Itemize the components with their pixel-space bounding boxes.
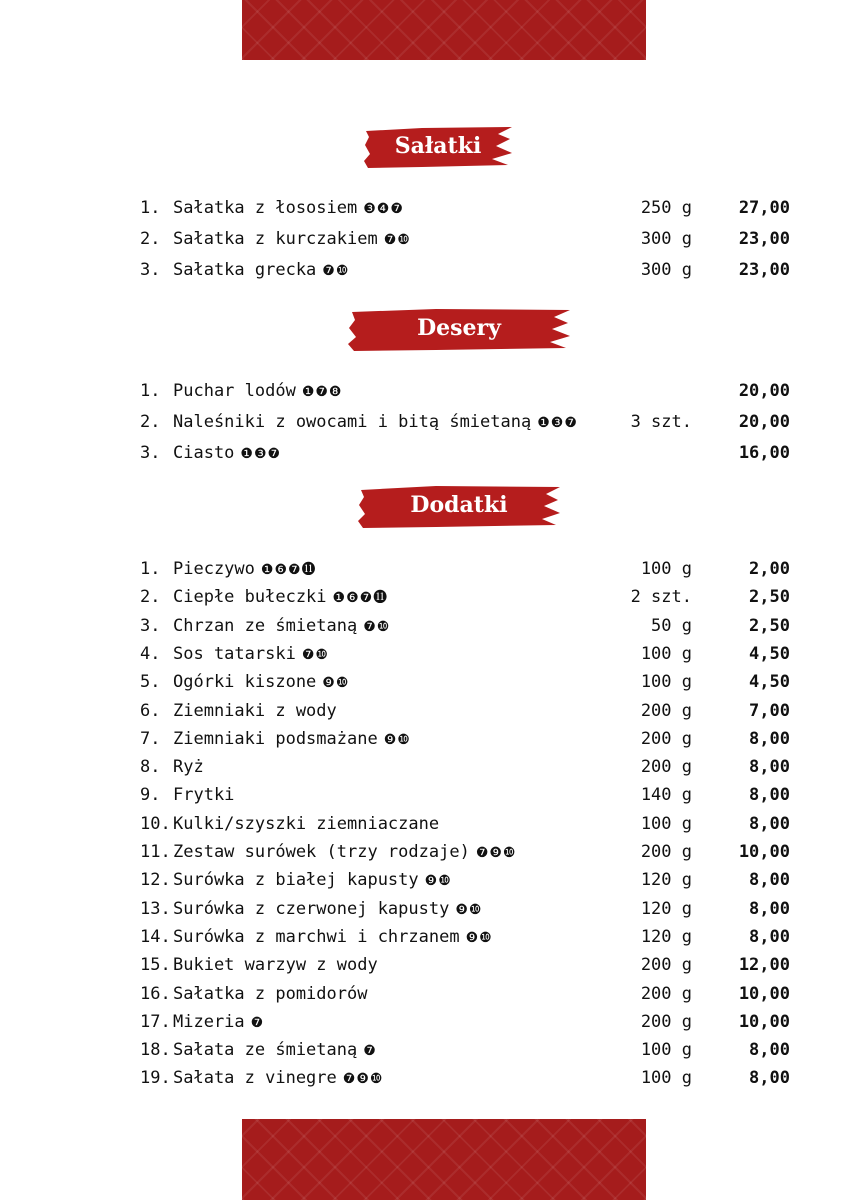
item-price: 23,00 <box>738 260 790 280</box>
item-price: 10,00 <box>738 983 790 1004</box>
item-price: 27,00 <box>738 198 790 218</box>
item-price: 23,00 <box>738 229 790 249</box>
allergen-codes: ❶❼❽ <box>301 384 343 400</box>
menu-row <box>140 697 790 725</box>
item-name <box>173 781 240 810</box>
menu-row <box>140 377 790 405</box>
item-number: 2. <box>140 229 161 249</box>
section-header-dodatki <box>356 484 562 530</box>
item-price: 8,00 <box>749 757 790 778</box>
menu-row <box>140 612 790 640</box>
item-number: 16. <box>140 983 171 1004</box>
item-price: 8,00 <box>749 870 790 891</box>
section-title: Dodatki <box>410 492 508 518</box>
item-name-text: Sos tatarski <box>173 643 296 664</box>
item-number: 17. <box>140 1011 171 1032</box>
menu-row <box>140 555 790 583</box>
item-name <box>173 838 516 867</box>
item-number: 7. <box>140 728 161 749</box>
item-name-text: Bukiet warzyw z wody <box>173 955 378 976</box>
item-name-text: Ziemniaki z wody <box>173 700 337 721</box>
item-number: 5. <box>140 672 161 693</box>
allergen-codes: ❼ <box>363 1043 377 1060</box>
item-name-text: Sałata ze śmietaną <box>173 1040 358 1061</box>
menu-row <box>140 866 790 894</box>
item-quantity: 120 g <box>640 870 692 891</box>
item-name <box>173 810 445 839</box>
item-name-text: Mizeria <box>173 1011 245 1032</box>
item-price: 10,00 <box>738 842 790 862</box>
item-quantity: 200 g <box>640 728 692 749</box>
item-number: 13. <box>140 898 171 919</box>
item-name <box>173 640 329 669</box>
item-name-text: Puchar lodów <box>173 381 296 401</box>
item-name-text: Sałatka z łososiem <box>173 198 358 218</box>
item-price: 2,00 <box>749 559 790 579</box>
item-name-text: Naleśniki z owocami i bitą śmietaną <box>173 412 532 432</box>
item-number: 3. <box>140 615 161 636</box>
item-name-text: Ciasto <box>173 443 235 463</box>
bottom-decorative-band <box>242 1119 646 1200</box>
item-name <box>173 225 411 254</box>
item-quantity: 200 g <box>640 757 692 778</box>
allergen-codes: ❼❾❿ <box>475 845 517 861</box>
item-name <box>173 612 390 641</box>
item-number: 15. <box>140 955 171 976</box>
allergen-codes: ❼❿ <box>301 646 329 663</box>
section-header-desery <box>346 307 572 353</box>
item-quantity: 100 g <box>640 559 692 579</box>
allergen-codes: ❾❿ <box>322 675 350 692</box>
item-name <box>173 408 578 437</box>
allergen-codes: ❼ <box>250 1014 265 1031</box>
allergen-codes: ❼❾❿ <box>342 1071 384 1088</box>
item-quantity: 200 g <box>640 1011 692 1032</box>
item-quantity: 200 g <box>640 700 692 721</box>
item-name <box>173 697 343 726</box>
item-quantity: 200 g <box>640 842 692 862</box>
item-name <box>173 583 388 612</box>
allergen-codes: ❼❿ <box>322 263 350 279</box>
menu-row <box>140 583 790 611</box>
item-name <box>173 753 210 782</box>
item-name <box>173 866 452 895</box>
item-name <box>173 668 349 697</box>
item-quantity: 100 g <box>640 813 692 834</box>
item-name-text: Surówka z białej kapusty <box>173 870 419 891</box>
item-number: 12. <box>140 870 171 891</box>
item-name-text: Ogórki kiszone <box>173 672 317 693</box>
item-price: 7,00 <box>749 700 790 721</box>
item-name <box>173 1036 377 1065</box>
item-number: 1. <box>140 198 161 218</box>
menu-row <box>140 980 790 1008</box>
item-price: 20,00 <box>738 381 790 401</box>
menu-row <box>140 753 790 781</box>
item-quantity: 2 szt. <box>630 587 692 608</box>
item-name <box>173 1008 264 1037</box>
menu-row <box>140 256 790 284</box>
menu-row <box>140 225 790 253</box>
menu-row <box>140 1064 790 1092</box>
item-name-text: Surówka z marchwi i chrzanem <box>173 926 460 947</box>
item-name-text: Ziemniaki podsmażane <box>173 728 378 749</box>
menu-row <box>140 439 790 467</box>
allergen-codes: ❶❻❼⓫ <box>260 562 317 578</box>
item-name-text: Sałatka z pomidorów <box>173 983 368 1004</box>
item-quantity: 100 g <box>640 643 692 664</box>
item-name-text: Surówka z czerwonej kapusty <box>173 898 450 919</box>
item-name-text: Chrzan ze śmietaną <box>173 615 358 636</box>
item-number: 4. <box>140 643 161 664</box>
item-number: 6. <box>140 700 161 721</box>
item-name <box>173 256 349 285</box>
item-quantity: 50 g <box>651 615 692 636</box>
item-quantity: 300 g <box>640 260 692 280</box>
item-name-text: Pieczywo <box>173 559 255 579</box>
item-number: 10. <box>140 813 171 834</box>
item-number: 3. <box>140 443 161 463</box>
item-name <box>173 980 373 1009</box>
item-price: 2,50 <box>749 587 790 608</box>
item-name <box>173 725 411 754</box>
item-price: 16,00 <box>738 443 790 463</box>
item-name <box>173 439 281 468</box>
item-name-text: Ryż <box>173 757 204 778</box>
item-number: 19. <box>140 1068 171 1089</box>
allergen-codes: ❶❻❼⓫ <box>332 590 389 607</box>
allergen-codes: ❶❸❼ <box>240 446 282 462</box>
menu-row <box>140 194 790 222</box>
item-number: 11. <box>140 842 171 862</box>
menu-row <box>140 838 790 866</box>
section-title: Desery <box>417 315 501 341</box>
item-name <box>173 951 384 980</box>
item-quantity: 100 g <box>640 672 692 693</box>
item-name-text: Sałata z vinegre <box>173 1068 337 1089</box>
item-price: 8,00 <box>749 898 790 919</box>
item-price: 8,00 <box>749 1068 790 1089</box>
menu-row <box>140 923 790 951</box>
top-decorative-band <box>242 0 646 60</box>
item-number: 14. <box>140 926 171 947</box>
item-price: 4,50 <box>749 643 790 664</box>
item-quantity: 250 g <box>640 198 692 218</box>
menu-row <box>140 810 790 838</box>
item-name-text: Sałatka z kurczakiem <box>173 229 378 249</box>
item-name-text: Ciepłe bułeczki <box>173 587 327 608</box>
item-name <box>173 377 342 406</box>
item-quantity: 200 g <box>640 983 692 1004</box>
item-name-text: Zestaw surówek (trzy rodzaje) <box>173 842 470 862</box>
item-price: 8,00 <box>749 785 790 806</box>
item-name <box>173 923 493 952</box>
item-quantity: 100 g <box>640 1040 692 1061</box>
menu-row <box>140 895 790 923</box>
menu-row <box>140 640 790 668</box>
item-quantity: 100 g <box>640 1068 692 1089</box>
allergen-codes: ❾❿ <box>465 929 493 946</box>
item-quantity: 140 g <box>640 785 692 806</box>
item-name <box>173 895 482 924</box>
allergen-codes: ❾❿ <box>424 873 452 890</box>
menu-row <box>140 1008 790 1036</box>
item-quantity: 300 g <box>640 229 692 249</box>
section-title: Sałatki <box>394 133 482 159</box>
item-name-text: Kulki/szyszki ziemniaczane <box>173 813 440 834</box>
item-name <box>173 555 317 584</box>
allergen-codes: ❾❿ <box>383 731 411 748</box>
allergen-codes: ❸❹❼ <box>363 201 404 217</box>
item-quantity: 120 g <box>640 898 692 919</box>
allergen-codes: ❾❿ <box>455 901 483 918</box>
item-price: 8,00 <box>749 1040 790 1061</box>
menu-row <box>140 725 790 753</box>
item-number: 1. <box>140 381 161 401</box>
allergen-codes: ❼❿ <box>363 618 391 635</box>
menu-row <box>140 951 790 979</box>
menu-row <box>140 1036 790 1064</box>
menu-row <box>140 408 790 436</box>
item-name <box>173 1064 383 1093</box>
item-price: 4,50 <box>749 672 790 693</box>
item-price: 20,00 <box>738 412 790 432</box>
item-price: 2,50 <box>749 615 790 636</box>
item-quantity: 200 g <box>640 955 692 976</box>
item-price: 8,00 <box>749 813 790 834</box>
item-number: 2. <box>140 587 161 608</box>
item-name <box>173 194 404 223</box>
menu-row <box>140 668 790 696</box>
item-name-text: Frytki <box>173 785 235 806</box>
item-price: 12,00 <box>738 955 790 976</box>
item-number: 2. <box>140 412 161 432</box>
item-quantity: 120 g <box>640 926 692 947</box>
item-price: 10,00 <box>738 1011 790 1032</box>
section-header-salatki <box>362 125 514 171</box>
menu-row <box>140 781 790 809</box>
item-number: 8. <box>140 757 161 778</box>
allergen-codes: ❶❸❼ <box>537 415 578 431</box>
item-number: 1. <box>140 559 161 579</box>
item-quantity: 3 szt. <box>630 412 692 432</box>
item-number: 3. <box>140 260 161 280</box>
item-price: 8,00 <box>749 926 790 947</box>
item-number: 9. <box>140 785 161 806</box>
item-name-text: Sałatka grecka <box>173 260 317 280</box>
allergen-codes: ❼❿ <box>383 232 411 248</box>
item-number: 18. <box>140 1040 171 1061</box>
item-price: 8,00 <box>749 728 790 749</box>
